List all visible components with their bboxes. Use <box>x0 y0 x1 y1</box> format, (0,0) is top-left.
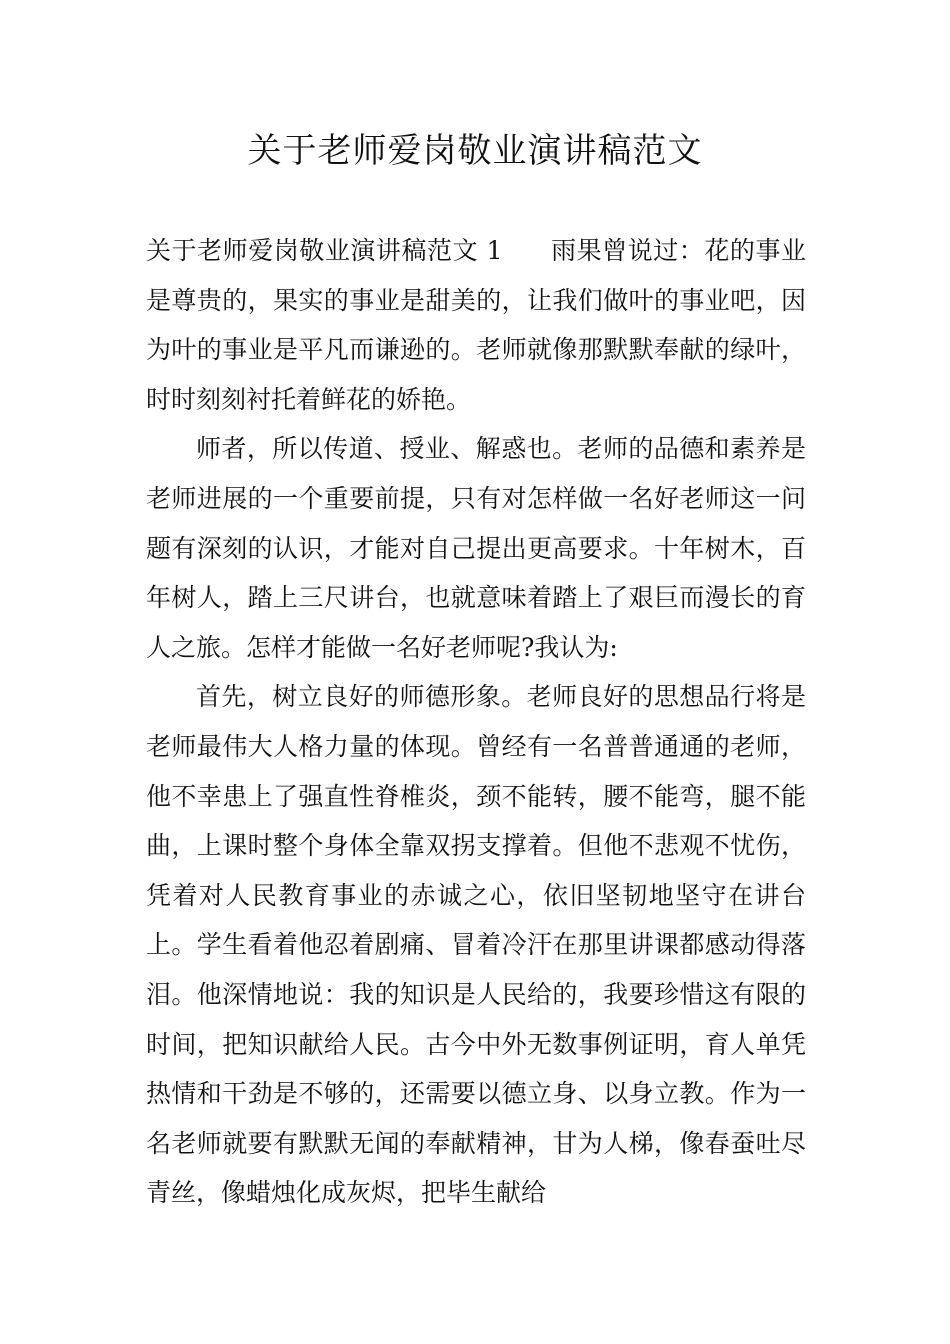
document-title: 关于老师爱岗敬业演讲稿范文 <box>247 131 703 171</box>
paragraph-3: 首先，树立良好的师德形象。老师良好的思想品行将是老师最伟大人格力量的体现。曾经有一名普普通通的老师，他不幸患上了强直性脊椎炎，颈不能转，腰不能弯，腿不能曲，上课时整个身体全靠双拐支撑着。但他不悲观不忧伤，凭着对人民教育事业的赤诚之心，依旧坚韧地坚守在讲台上。学生看着他忍着剧痛、冒着冷汗在那里讲课都感动得落泪。他深情地说：我的知识是人民给的，我要珍惜这有限的时间，把知识献给人民。古今中外无数事例证明，育人单凭热情和干劲是不够的，还需要以德立身、以身立教。作为一名老师就要有默默无闻的奉献精神，甘为人梯，像春蚕吐尽青丝，像蜡烛化成灰烬，把毕生献给 <box>146 682 806 1208</box>
paragraph-1-lead: 关于老师爱岗敬业演讲稿范文 1 <box>146 236 503 265</box>
document-body <box>146 226 806 1218</box>
paragraph-2: 师者，所以传道、授业、解惑也。老师的品德和素养是老师进展的一个重要前提，只有对怎样做一名好老师这一问题有深刻的认识，才能对自己提出更高要求。十年树木，百年树人，踏上三尺讲台，也就意味着踏上了艰巨而漫长的育人之旅。怎样才能做一名好老师呢?我认为: <box>146 434 806 662</box>
paragraph-1 <box>146 226 806 424</box>
paragraph-1-text: 雨果曾说过：花的事业是尊贵的，果实的事业是甜美的，让我们做叶的事业吧，因为叶的事业是平凡而谦逊的。老师就像那默默奉献的绿叶，时时刻刻衬托着鲜花的娇艳。 <box>146 236 806 414</box>
